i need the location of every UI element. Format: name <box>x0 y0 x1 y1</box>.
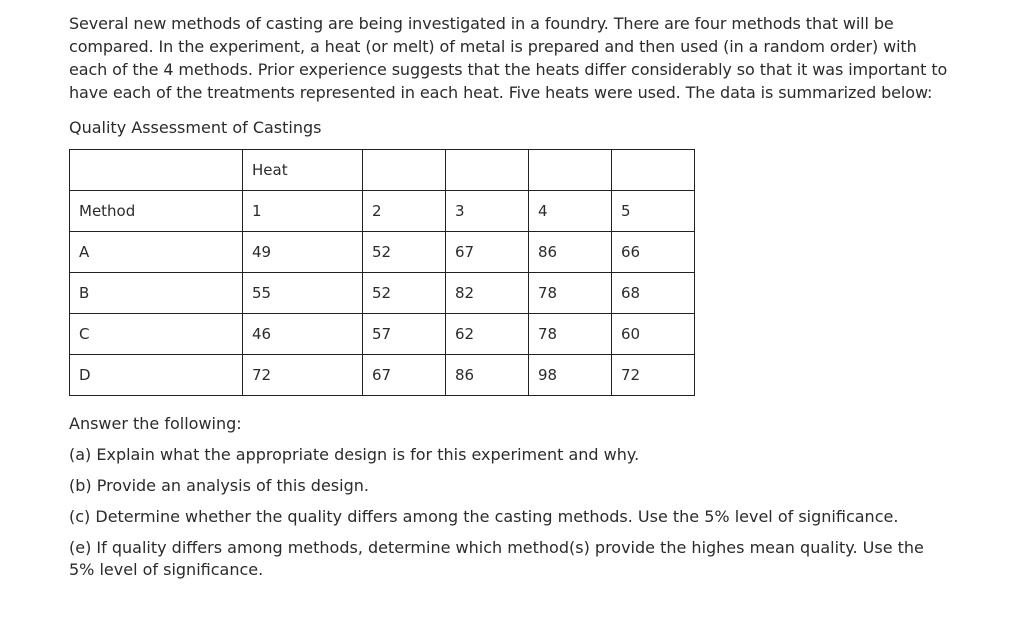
questions-section <box>69 413 949 581</box>
value-cell: 52 <box>363 273 446 314</box>
value-cell: 86 <box>529 232 612 273</box>
castings-table <box>69 149 695 396</box>
question-e: (e) If quality differs among methods, determine which method(s) provide the highes mean quality. Use the 5% level of significance. <box>69 538 924 579</box>
method-cell: B <box>70 273 243 314</box>
value-cell: 60 <box>612 314 695 355</box>
heat-header-cell: Heat <box>243 150 363 191</box>
table-row <box>70 273 695 314</box>
method-header-cell: Method <box>70 191 243 232</box>
table-header-row <box>70 150 695 191</box>
value-cell: 72 <box>612 355 695 396</box>
value-cell: 49 <box>243 232 363 273</box>
question-c: (c) Determine whether the quality differs among the casting methods. Use the 5% level of significance. <box>69 507 899 526</box>
value-cell: 52 <box>363 232 446 273</box>
method-cell: C <box>70 314 243 355</box>
header-empty-cell <box>70 150 243 191</box>
table-row <box>70 355 695 396</box>
value-cell: 78 <box>529 314 612 355</box>
table-row <box>70 232 695 273</box>
value-cell: 55 <box>243 273 363 314</box>
value-cell: 98 <box>529 355 612 396</box>
value-cell: 86 <box>446 355 529 396</box>
value-cell: 82 <box>446 273 529 314</box>
header-empty-cell <box>529 150 612 191</box>
method-cell: A <box>70 232 243 273</box>
header-empty-cell <box>612 150 695 191</box>
heat-number-cell: 5 <box>612 191 695 232</box>
method-cell: D <box>70 355 243 396</box>
document-body <box>69 12 949 591</box>
table-title: Quality Assessment of Castings <box>69 118 322 137</box>
question-b: (b) Provide an analysis of this design. <box>69 476 369 495</box>
value-cell: 78 <box>529 273 612 314</box>
questions-lead: Answer the following: <box>69 414 242 433</box>
value-cell: 67 <box>363 355 446 396</box>
intro-paragraph: Several new methods of casting are being investigated in a foundry. There are four methods that will be compared. In the experiment, a heat (or melt) of metal is prepared and then used (in a random order) with each of the 4 methods. Prior experience suggests that the heats differ considerably so that it was important to have each of the treatments represented in each heat. Five heats were used. The data is summarized below: <box>69 14 948 102</box>
header-empty-cell <box>363 150 446 191</box>
heat-number-cell: 2 <box>363 191 446 232</box>
heat-number-cell: 4 <box>529 191 612 232</box>
heat-number-cell: 3 <box>446 191 529 232</box>
value-cell: 68 <box>612 273 695 314</box>
table-row <box>70 314 695 355</box>
value-cell: 62 <box>446 314 529 355</box>
question-a: (a) Explain what the appropriate design is for this experiment and why. <box>69 445 640 464</box>
header-empty-cell <box>446 150 529 191</box>
heat-number-row <box>70 191 695 232</box>
value-cell: 57 <box>363 314 446 355</box>
value-cell: 72 <box>243 355 363 396</box>
value-cell: 46 <box>243 314 363 355</box>
value-cell: 67 <box>446 232 529 273</box>
heat-number-cell: 1 <box>243 191 363 232</box>
value-cell: 66 <box>612 232 695 273</box>
